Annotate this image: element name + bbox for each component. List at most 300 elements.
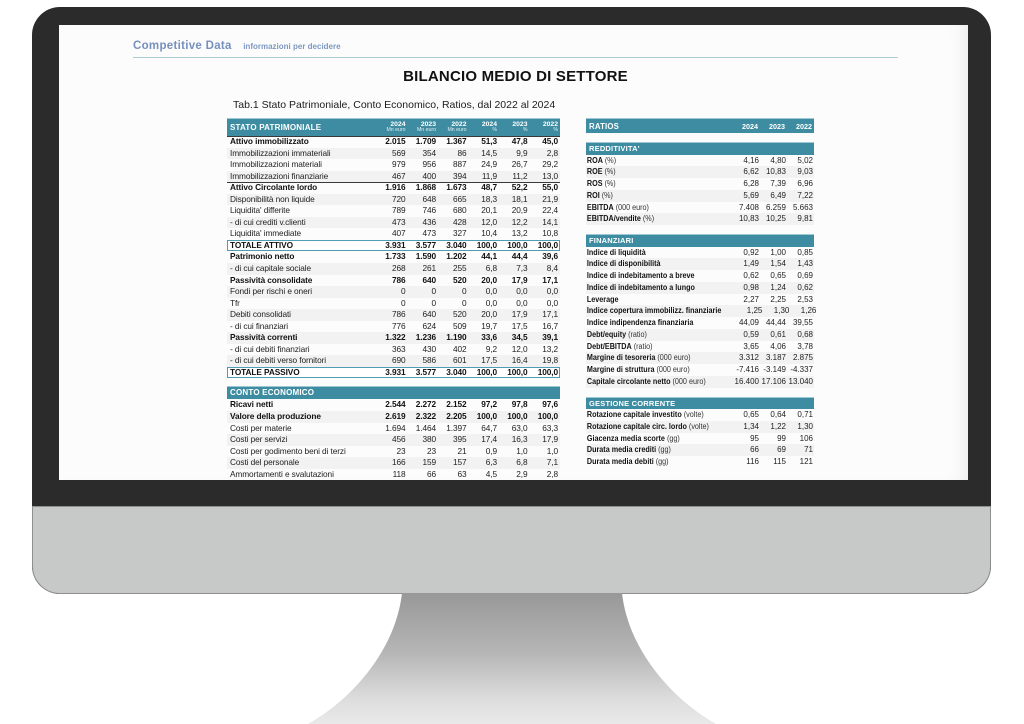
- cell-value: 1.190: [446, 332, 467, 343]
- cell-value: 887: [452, 159, 467, 170]
- section-header: FINANZIARI: [586, 234, 814, 247]
- cell-value: 430: [422, 343, 436, 354]
- cell-value: 97,8: [511, 399, 528, 410]
- cell-value: 0,71: [797, 410, 813, 419]
- cell-value: 47,8: [511, 136, 528, 146]
- section-header: REDDITIVITA': [586, 142, 814, 155]
- cell-value: 3.931: [385, 366, 406, 377]
- brand-header: [133, 36, 898, 54]
- cell-value: 1.868: [415, 182, 436, 193]
- table-row: [586, 317, 814, 329]
- row-label-note: (%): [602, 179, 616, 188]
- cell-value: 10,25: [765, 214, 786, 224]
- row-label-note: (%): [599, 190, 613, 200]
- table-row: [586, 376, 814, 388]
- cell-value: 55,0: [542, 182, 558, 193]
- cell-value: 0,98: [743, 282, 759, 292]
- unit-label: %: [522, 127, 528, 134]
- row-label-note: (volte): [681, 410, 704, 419]
- cell-value: 428: [452, 216, 467, 227]
- cell-value: 21: [457, 445, 467, 456]
- row-label: Tfr: [230, 297, 240, 308]
- cell-value: 17,4: [481, 434, 497, 445]
- cell-value: 354: [422, 147, 436, 158]
- cell-value: 116: [746, 457, 759, 466]
- year-label: 2022: [451, 120, 467, 128]
- year-column-header: 2022: [796, 121, 812, 131]
- year-column-header: [530, 122, 561, 134]
- row-label: Attivo Circolante lordo: [230, 182, 318, 193]
- cell-value: 956: [422, 159, 436, 170]
- cell-value: 1.733: [385, 251, 406, 262]
- cell-value: 9,03: [797, 167, 813, 177]
- row-label: Liquidita' differite: [230, 205, 290, 216]
- table-row: [227, 194, 560, 206]
- cell-value: 640: [422, 274, 436, 285]
- cell-value: 17,5: [511, 320, 528, 331]
- cell-value: 2,53: [797, 294, 813, 304]
- unit-label: Mn euro: [447, 127, 467, 134]
- cell-value: 1,26: [800, 306, 817, 316]
- table-row: [227, 171, 560, 183]
- cell-value: 0,85: [797, 247, 813, 257]
- cell-value: 26,7: [511, 159, 528, 170]
- cell-value: 720: [391, 193, 406, 204]
- table-row: [227, 251, 560, 263]
- cell-value: 5,69: [743, 190, 759, 200]
- table-row: [586, 155, 814, 167]
- cell-value: 1.367: [446, 136, 467, 146]
- cell-value: 121: [799, 457, 813, 466]
- cell-value: 10,83: [765, 167, 786, 177]
- cell-value: 0,65: [770, 271, 786, 280]
- cell-value: 1.694: [385, 422, 406, 433]
- table-row: [227, 148, 560, 160]
- cell-value: 12,2: [511, 216, 528, 227]
- row-label: [586, 166, 718, 178]
- table-row: [227, 136, 560, 148]
- cell-value: 86: [457, 147, 467, 158]
- cell-value: 1,24: [770, 282, 786, 292]
- table-row: [227, 423, 560, 435]
- cell-value: 0,0: [485, 286, 497, 297]
- cell-value: 3.577: [415, 366, 436, 377]
- year-column-header: 2023: [769, 121, 785, 131]
- row-label: [586, 294, 718, 306]
- cell-value: 407: [391, 228, 406, 239]
- cell-value: 268: [391, 263, 406, 274]
- row-label: [586, 329, 718, 341]
- row-label-note: (%): [602, 155, 617, 165]
- cell-value: 680: [452, 205, 467, 216]
- cell-value: 0,0: [516, 286, 528, 297]
- row-label: [586, 409, 718, 421]
- cell-value: 100,0: [507, 411, 528, 422]
- cell-value: 2.205: [446, 411, 467, 422]
- cell-value: 71: [804, 445, 813, 455]
- row-label-note: (000 euro): [613, 202, 649, 212]
- cell-value: 2.619: [385, 411, 406, 422]
- table-row: [227, 399, 560, 411]
- cell-value: 66: [750, 445, 759, 455]
- cell-value: 63,0: [511, 422, 528, 433]
- cell-value: 436: [422, 216, 436, 227]
- cell-value: 0: [431, 286, 436, 297]
- cell-value: 4,80: [770, 155, 786, 165]
- cell-value: 6,28: [743, 179, 759, 188]
- row-label: TOTALE PASSIVO: [230, 366, 300, 377]
- unit-label: %: [553, 127, 558, 134]
- row-label: TOTALE ATTIVO: [230, 239, 293, 250]
- cell-value: 21,9: [542, 193, 558, 204]
- table-row: [227, 205, 560, 217]
- cell-value: 63,3: [542, 422, 558, 433]
- cell-value: 1.709: [415, 136, 436, 146]
- cell-value: 16,4: [511, 355, 528, 366]
- cell-value: 3,78: [797, 341, 813, 351]
- table-row: [586, 444, 814, 456]
- row-label-note: (%): [640, 214, 655, 224]
- row-label-text: Capitale circolante netto: [586, 376, 671, 386]
- cell-value: 1.322: [385, 332, 406, 343]
- row-label: Immobilizzazioni immateriali: [230, 147, 331, 158]
- cell-value: 2.322: [415, 411, 436, 422]
- row-label-text: Giacenza media scorte: [586, 433, 665, 443]
- row-label-text: Debt/equity: [586, 329, 627, 339]
- cell-value: 3.931: [385, 239, 406, 250]
- cell-value: 97,6: [542, 399, 558, 410]
- cell-value: 64,7: [481, 422, 497, 433]
- cell-value: 2,8: [546, 147, 558, 158]
- cell-value: 380: [422, 434, 436, 445]
- brand-logo: Competitive Data: [133, 40, 232, 52]
- row-label-text: EBITDA: [586, 202, 614, 212]
- row-label-note: (ratio): [631, 341, 653, 351]
- cell-value: 13.040: [788, 376, 813, 386]
- section-header: GESTIONE CORRENTE: [586, 397, 814, 410]
- table-row: [227, 411, 560, 423]
- table-row: [227, 367, 560, 379]
- table-row: [586, 247, 814, 259]
- table-row: [227, 332, 560, 344]
- cell-value: 0: [461, 297, 467, 308]
- cell-value: 100,0: [537, 366, 558, 377]
- cell-value: 17,9: [542, 434, 558, 445]
- table-row: [227, 446, 560, 458]
- row-label-note: (gg): [653, 457, 669, 466]
- cell-value: 2.152: [446, 399, 467, 410]
- cell-value: 2,25: [770, 294, 786, 304]
- cell-value: 45,0: [542, 136, 558, 146]
- unit-label: Mn euro: [416, 127, 436, 134]
- cell-value: 1.673: [446, 182, 467, 193]
- stato-patrimoniale-table: [227, 136, 560, 378]
- table-row: [227, 309, 560, 321]
- cell-value: 0: [400, 286, 406, 297]
- cell-value: 473: [391, 216, 406, 227]
- cell-value: 7,3: [516, 263, 528, 274]
- table-row: [227, 344, 560, 356]
- table-row: [586, 282, 814, 294]
- cell-value: -4.337: [790, 365, 813, 374]
- cell-value: 166: [391, 457, 406, 468]
- cell-value: 0,59: [743, 329, 759, 339]
- cell-value: 1,25: [746, 306, 763, 316]
- row-label: [586, 305, 721, 317]
- row-label: [586, 270, 718, 282]
- table-row: [227, 240, 560, 252]
- cell-value: 1,00: [770, 247, 786, 257]
- cell-value: 4,06: [770, 341, 786, 351]
- cell-value: 5,02: [797, 155, 813, 165]
- ratios-table: [586, 142, 817, 468]
- row-label: Passività consolidate: [230, 274, 313, 285]
- year-column-header: [499, 122, 530, 134]
- cell-value: 19,7: [481, 320, 497, 331]
- cell-value: 48,7: [481, 182, 497, 193]
- cell-value: 17,1: [542, 309, 558, 320]
- cell-value: 6.259: [765, 202, 786, 212]
- cell-value: 7.408: [738, 202, 759, 212]
- cell-value: 100,0: [537, 239, 558, 250]
- cell-value: 467: [391, 170, 406, 181]
- row-label-text: Margine di struttura: [586, 365, 655, 374]
- table-row: [227, 469, 560, 480]
- row-label-text: Indice indipendenza finanziaria: [586, 318, 694, 327]
- row-label-text: Leverage: [586, 294, 619, 304]
- row-label: Costi del personale: [230, 457, 300, 468]
- row-label: - di cui debiti finanziari: [230, 343, 310, 354]
- cell-value: 0,61: [770, 329, 786, 339]
- cell-value: 0,0: [485, 297, 497, 308]
- row-label: [586, 247, 718, 259]
- cell-value: 51,3: [481, 136, 497, 146]
- cell-value: 100,0: [476, 239, 497, 250]
- table-row: [586, 178, 814, 190]
- cell-value: 363: [391, 343, 406, 354]
- cell-value: 99: [777, 433, 786, 443]
- cell-value: 19,8: [542, 355, 558, 366]
- year-column-header: [469, 122, 500, 134]
- cell-value: 640: [422, 309, 436, 320]
- cell-value: 2.544: [385, 399, 406, 410]
- cell-value: -7.416: [736, 365, 759, 374]
- table-row: [586, 305, 817, 317]
- cell-value: 1.464: [415, 422, 436, 433]
- cell-value: 1,0: [546, 445, 558, 456]
- cell-value: 1,22: [770, 421, 786, 431]
- cell-value: 5.663: [792, 202, 813, 212]
- cell-value: 17,1: [542, 274, 558, 285]
- row-label: Disponibilità non liquide: [230, 193, 315, 204]
- table-row: [586, 213, 814, 225]
- stato-patrimoniale-header: [227, 118, 560, 136]
- row-label-text: ROI: [586, 190, 600, 200]
- row-label-text: Rotazione capitale investito: [586, 410, 682, 419]
- cell-value: 7,39: [770, 179, 786, 188]
- cell-value: 24,9: [481, 159, 497, 170]
- year-column-header: [408, 122, 439, 134]
- monitor-stand: [280, 593, 744, 724]
- row-label: [586, 376, 718, 388]
- table-row: [586, 409, 814, 421]
- row-label-note: (000 euro): [654, 365, 690, 374]
- cell-value: 3.040: [446, 239, 467, 250]
- row-label: [586, 155, 718, 167]
- cell-value: 1,0: [516, 445, 528, 456]
- cell-value: 3.187: [765, 353, 786, 363]
- cell-value: 3.312: [738, 353, 759, 363]
- cell-value: 327: [452, 228, 467, 239]
- row-label: [586, 433, 718, 445]
- cell-value: 3.577: [415, 239, 436, 250]
- cell-value: 17.106: [761, 376, 786, 386]
- cell-value: 69: [777, 445, 786, 455]
- cell-value: 0: [431, 297, 436, 308]
- cell-value: 16.400: [734, 376, 759, 386]
- table-row: [227, 457, 560, 469]
- cell-value: 6,8: [485, 263, 497, 274]
- row-label-text: ROA: [586, 155, 603, 165]
- table-row: [227, 159, 560, 171]
- cell-value: 569: [391, 147, 406, 158]
- table-row: [227, 275, 560, 287]
- cell-value: 44,44: [765, 318, 786, 327]
- cell-value: 11,2: [512, 170, 528, 181]
- cell-value: 0,69: [797, 271, 813, 280]
- cell-value: 255: [452, 263, 467, 274]
- cell-value: 20,1: [481, 205, 497, 216]
- row-label-text: ROE: [586, 167, 603, 177]
- cell-value: 4,5: [485, 468, 497, 479]
- cell-value: 18,1: [511, 193, 528, 204]
- table-row: [586, 433, 814, 445]
- cell-value: 159: [422, 457, 436, 468]
- cell-value: 44,09: [738, 318, 759, 327]
- row-label: Costi per godimento beni di terzi: [230, 445, 346, 456]
- tables-layout: [227, 118, 898, 480]
- row-label: [586, 364, 718, 376]
- cell-value: 1,34: [743, 421, 759, 431]
- table-row: [586, 202, 814, 214]
- row-label-note: (%): [602, 167, 616, 177]
- row-label: - di cui capitale sociale: [230, 263, 311, 274]
- ratios-header: [586, 118, 814, 133]
- cell-value: 7,22: [797, 190, 813, 200]
- cell-value: 118: [392, 468, 406, 479]
- cell-value: 746: [422, 205, 436, 216]
- cell-value: 624: [422, 320, 436, 331]
- monitor-screen: [59, 25, 968, 480]
- table-row: [227, 182, 560, 194]
- cell-value: 0,92: [743, 247, 759, 257]
- cell-value: 1.590: [415, 251, 436, 262]
- table-row: [586, 166, 814, 178]
- row-label-text: Durata media crediti: [586, 445, 657, 455]
- row-label: [586, 317, 718, 329]
- cell-value: 22,4: [542, 205, 558, 216]
- cell-value: 39,1: [542, 332, 558, 343]
- row-label: [586, 202, 718, 214]
- row-label: Debiti consolidati: [230, 309, 291, 320]
- row-label: Ammortamenti e svalutazioni: [230, 468, 334, 479]
- cell-value: 12,0: [481, 216, 497, 227]
- row-label-text: Indice di indebitamento a lungo: [586, 282, 695, 292]
- cell-value: 3.040: [446, 366, 467, 377]
- cell-value: 23: [426, 445, 436, 456]
- row-label-text: ROS: [586, 179, 603, 188]
- row-label: [586, 421, 718, 433]
- row-label: Liquidita' immediate: [230, 228, 302, 239]
- cell-value: 14,1: [542, 216, 558, 227]
- cell-value: 0,68: [797, 329, 813, 339]
- table-row: [586, 456, 814, 468]
- cell-value: 586: [422, 355, 436, 366]
- report-document: [133, 25, 898, 480]
- cell-value: 8,4: [546, 263, 558, 274]
- row-label-text: Indice di liquidità: [586, 247, 646, 257]
- table-row: [586, 258, 814, 270]
- row-label: Valore della produzione: [230, 411, 321, 422]
- cell-value: 2,9: [516, 468, 528, 479]
- cell-value: 18,3: [481, 193, 497, 204]
- left-column: [227, 118, 560, 480]
- cell-value: 4,16: [743, 155, 759, 165]
- row-label-note: (volte): [686, 421, 709, 431]
- cell-value: 95: [750, 433, 759, 443]
- row-label-text: Durata media debiti: [586, 457, 654, 466]
- cell-value: 10,4: [481, 228, 497, 239]
- cell-value: 100,0: [476, 366, 497, 377]
- cell-value: 14,5: [481, 147, 497, 158]
- year-label: 2022: [542, 120, 558, 128]
- cell-value: 601: [452, 355, 467, 366]
- cell-value: 0,65: [743, 410, 759, 419]
- row-label: Passività correnti: [230, 332, 298, 343]
- cell-value: 1.202: [446, 251, 467, 262]
- right-column: [586, 118, 817, 468]
- row-label-text: Indice di indebitamento a breve: [586, 271, 695, 280]
- table-row: [227, 434, 560, 446]
- cell-value: 6,49: [770, 190, 786, 200]
- cell-value: 0,9: [485, 445, 497, 456]
- table-row: [586, 190, 814, 202]
- cell-value: 6,3: [485, 457, 497, 468]
- row-label: [586, 258, 718, 270]
- cell-value: 11,9: [481, 170, 497, 181]
- cell-value: 13,2: [542, 343, 558, 354]
- year-label: 2023: [420, 120, 436, 128]
- table-caption: Tab.1 Stato Patrimoniale, Conto Economico, Ratios, dal 2022 al 2024: [233, 99, 556, 111]
- cell-value: 115: [773, 457, 786, 466]
- cell-value: 6,62: [743, 167, 759, 177]
- table-row: [586, 270, 814, 282]
- cell-value: 789: [391, 205, 406, 216]
- cell-value: -3.149: [763, 365, 786, 374]
- cell-value: 20,0: [481, 274, 497, 285]
- cell-value: 2,8: [546, 468, 558, 479]
- row-label-note: (gg): [656, 445, 671, 455]
- cell-value: 1.397: [446, 422, 467, 433]
- year-label: 2024: [481, 120, 497, 128]
- cell-value: 33,6: [481, 332, 497, 343]
- cell-value: 400: [422, 170, 436, 181]
- cell-value: 1,30: [797, 421, 813, 431]
- cell-value: 9,9: [516, 147, 528, 158]
- row-label: Costi per materie: [230, 422, 292, 433]
- cell-value: 665: [452, 193, 467, 204]
- cell-value: 16,7: [542, 320, 558, 331]
